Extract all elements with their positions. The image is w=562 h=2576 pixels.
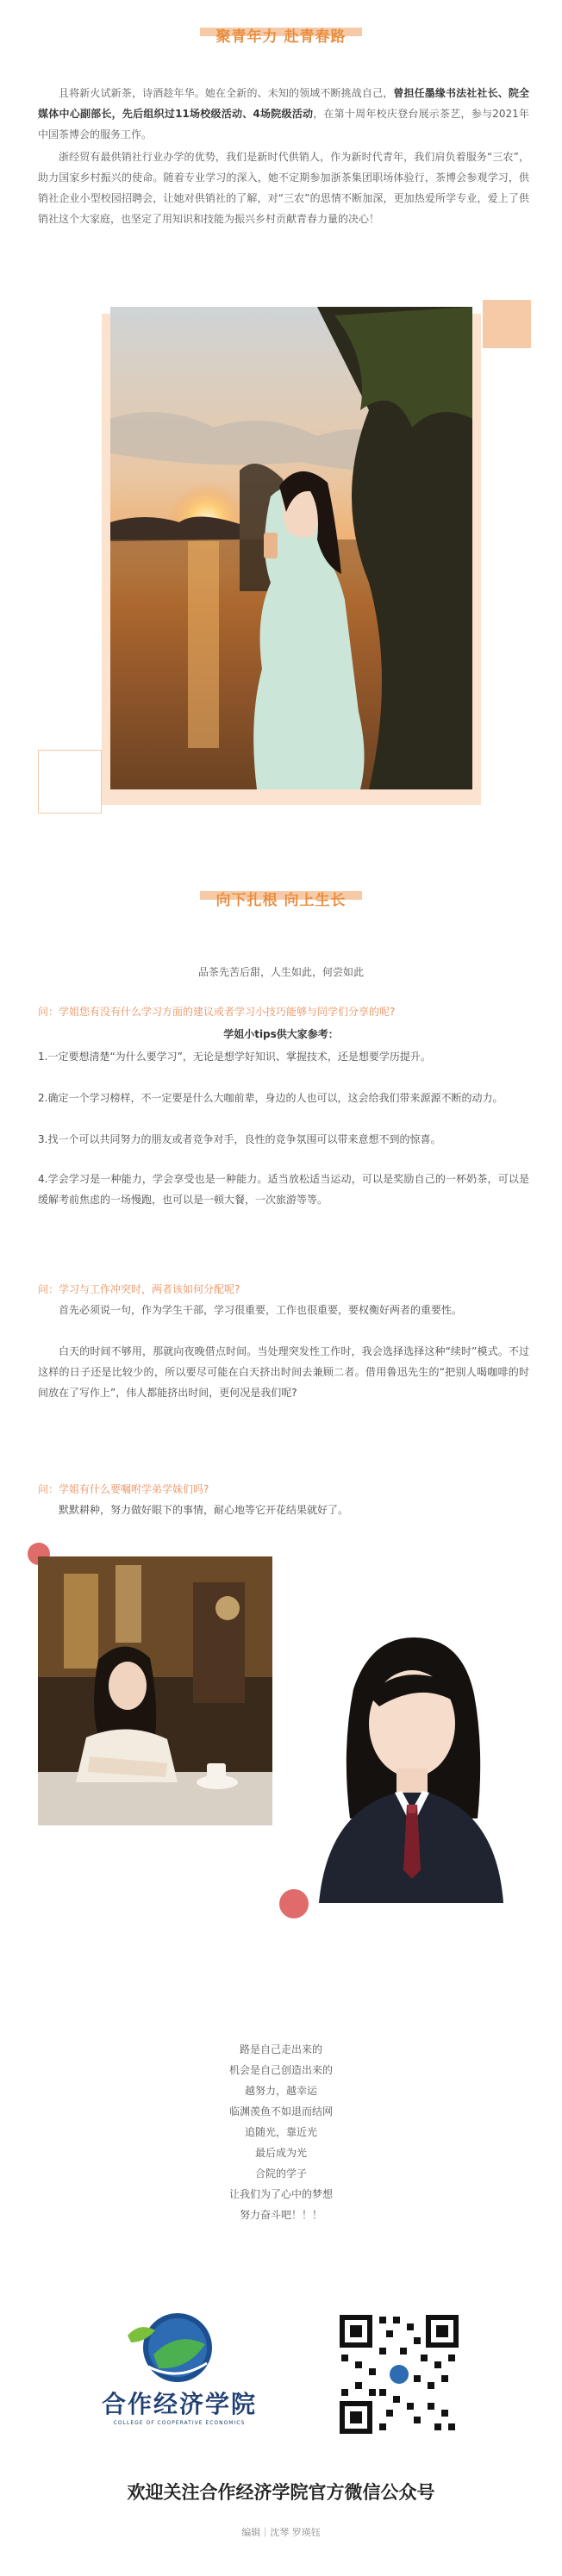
section2-title bbox=[0, 888, 562, 910]
college-name-en: COLLEGE OF COOPERATIVE ECONOMICS bbox=[113, 2420, 246, 2426]
deco-dot-bottom bbox=[279, 1889, 309, 1918]
sunset-lake-photo bbox=[110, 307, 472, 789]
photo1-deco-square-top bbox=[483, 300, 531, 348]
answer-3: 默默耕种，努力做好眼下的事情，耐心地等它开花结果就好了。 bbox=[59, 1504, 349, 1516]
tip-4: 4.学会学习是一种能力，学会享受也是一种能力。适当放松适当运动，可以是奖励自己的一杯奶茶，可以是缓解考前焦虑的一场慢跑，也可以是一顿大餐，一次旅游等等。 bbox=[38, 1173, 529, 1206]
intro-text: 且将新火试新茶，诗酒趁年华。她在全新的、未知的领域不断挑战自己， bbox=[59, 87, 394, 99]
poem-line-5: 追随光，靠近光 bbox=[244, 2126, 317, 2138]
cafe-portrait-photo bbox=[38, 1556, 272, 1825]
question-3: 问：学姐有什么要嘱咐学弟学妹们吗? bbox=[38, 1483, 209, 1495]
question-2: 问：学习与工作冲突时，两者该如何分配呢? bbox=[38, 1283, 240, 1295]
answer-2-paragraph-1: 首先必须说一句，作为学生干部，学习很重要，工作也很重要，要权衡好两者的重要性。 bbox=[59, 1304, 463, 1316]
college-logo bbox=[76, 2310, 283, 2439]
college-name: 合作经济学院 bbox=[101, 2390, 257, 2418]
intro-highlight: 曾担任墨缘书法社社长、院全媒体中心副部长，先后组织过11场校级活动、4场院级活动 bbox=[38, 87, 529, 120]
poem-line-6: 最后成为光 bbox=[254, 2147, 307, 2159]
poem-line-8: 让我们为了心中的梦想 bbox=[228, 2188, 333, 2200]
poem-line-1: 路是自己走出来的 bbox=[239, 2043, 322, 2055]
qr-code-icon bbox=[334, 2310, 464, 2439]
tip-3: 3.找一个可以共同努力的朋友或者竞争对手，良性的竞争氛围可以带来意想不到的惊喜。 bbox=[38, 1133, 441, 1145]
poem-line-3: 越努力，越幸运 bbox=[244, 2085, 317, 2097]
quote-line: 品茶先苦后甜，人生如此，何尝如此 bbox=[197, 966, 364, 978]
tip-2: 2.确定一个学习榜样，不一定要是什么大咖前辈，身边的人也可以，这会给我们带来源源不断的动力。 bbox=[38, 1092, 503, 1104]
poem-line-7: 合院的学子 bbox=[254, 2167, 307, 2180]
tip-1: 1.一定要想清楚“为什么要学习”，无论是想学好知识、掌握技术，还是想要学历提升。 bbox=[38, 1051, 431, 1063]
photo2-cafe bbox=[38, 1556, 272, 1825]
photo1-portrait bbox=[110, 307, 472, 789]
intro-text-end: ，在第十周年校庆登台展示茶艺，参与2021年中国茶博会的服务工作。 bbox=[38, 108, 529, 140]
intro-paragraph-2: 浙经贸有最供销社行业办学的优势，我们是新时代供销人，作为新时代青年，我们肩负着服务“三农”，助力国家乡村振兴的使命。随着专业学习的深入，她不定期参加浙茶集团职场体验行，茶博会参观学习，供销社企业小型校园招聘会，让她对供销社的了解，对“三农”的思情不断加深，更加热爱所学专业，爱上了供销社这个大家庭，也坚定了用知识和技能为振兴乡村贡献青春力量的决心！ bbox=[38, 151, 529, 225]
answer-2-paragraph-2: 白天的时间不够用，那就向夜晚借点时间。当处理突发性工作时，我会选择选择这种“续时”模式。不过这样的日子还是比较少的，所以要尽可能在白天挤出时间去兼顾二者。借用鲁迅先生的“把别人喝咖啡的时间放在了写作上”，伟人都能挤出时间，更何况是我们呢? bbox=[38, 1345, 529, 1399]
poem-line-2: 机会是自己创造出来的 bbox=[228, 2064, 333, 2076]
section2-title-text: 向下扎根 向上生长 bbox=[215, 892, 347, 909]
poem-line-4: 临渊羡鱼不如退而结网 bbox=[228, 2105, 333, 2118]
tips-heading: 学姐小tips供大家参考： bbox=[223, 1028, 339, 1040]
photo3-id bbox=[293, 1620, 526, 1903]
question-1: 问：学姐您有没有什么学习方面的建议或者学习小技巧能够与同学们分享的呢? bbox=[38, 1006, 396, 1018]
qr-code[interactable] bbox=[334, 2310, 464, 2439]
editor-credit: 编辑｜沈琴 罗瑛钰 bbox=[241, 2527, 321, 2538]
photo1-deco-square-bottom bbox=[38, 750, 102, 814]
poem-line-9: 努力奋斗吧！！！ bbox=[239, 2209, 322, 2221]
section1-title bbox=[0, 24, 562, 47]
college-emblem-icon bbox=[76, 2310, 283, 2387]
intro-paragraph-1 bbox=[38, 83, 529, 145]
section1-title-text: 聚青年力 赴青春路 bbox=[215, 28, 347, 46]
id-portrait-photo bbox=[293, 1620, 526, 1903]
follow-caption: 欢迎关注合作经济学院官方微信公众号 bbox=[127, 2481, 435, 2503]
